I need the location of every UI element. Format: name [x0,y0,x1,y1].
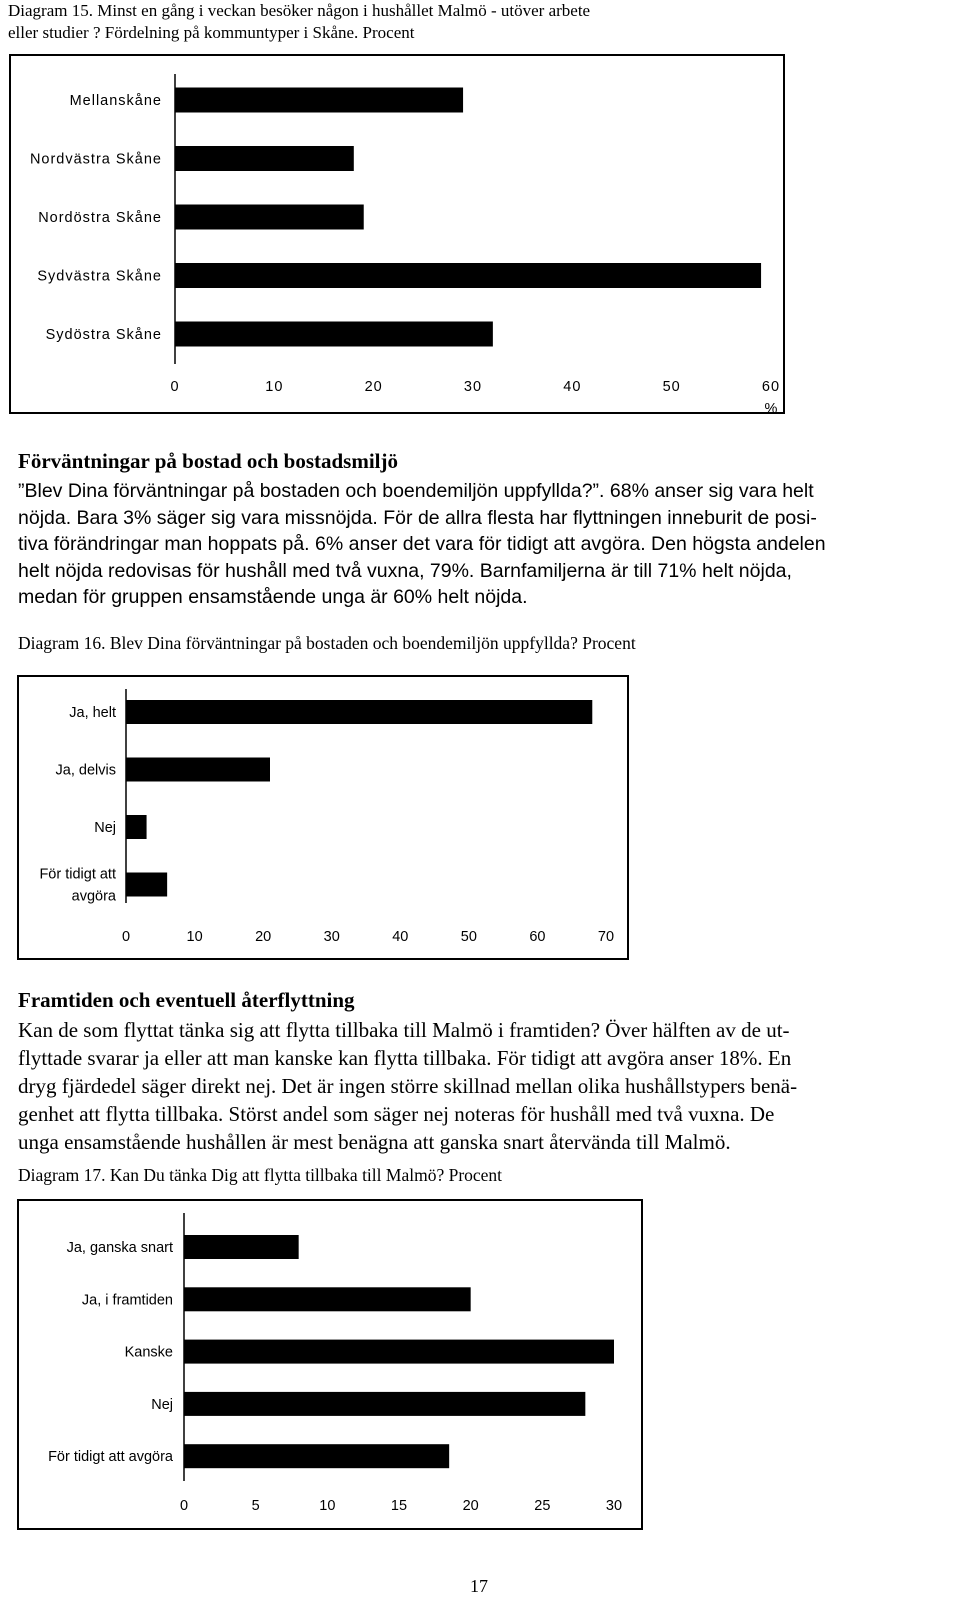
section1-line: helt nöjda redovisas för hushåll med två vuxna, 79%. Barnfamiljerna är till 71% helt nöjda, [18,559,792,582]
d16-category-label: För tidigt att [39,866,116,883]
d16-tick-label: 70 [597,929,615,945]
d17-bar [184,1235,299,1259]
d16-tick-label: 0 [121,929,131,945]
section1-heading: Förväntningar på bostad och bostadsmiljö [18,449,399,473]
d17-tick-label: 15 [390,1498,408,1514]
d15-category-label: Mellanskåne [69,93,162,109]
d16-tick-label: 20 [255,929,272,945]
d15-category-label: Sydvästra Skåne [37,268,162,285]
diagram15-chart [9,54,785,417]
d17-category-label: Nej [151,1396,173,1413]
d17-tick-label: 25 [534,1498,551,1514]
d17-category-label: Ja, i framtiden [81,1292,173,1309]
section1-body [18,478,826,611]
d17-bar [184,1287,471,1311]
d17-category-label: För tidigt att avgöra [48,1449,173,1466]
diagram15-caption-line2: eller studier ? Fördelning på kommuntyper i Skåne. Procent [8,23,415,42]
d16-bar [126,873,167,897]
section2-line: dryg fjärdedel säger direkt nej. Det är ingen större skillnad mellan olika hushållstypers benä- [18,1074,798,1098]
d15-bar [175,88,463,113]
diagram17-caption: Diagram 17. Kan Du tänka Dig att flytta tillbaka till Malmö? Procent [18,1165,503,1185]
d16-bar [126,815,147,839]
d15-bar [175,322,493,347]
d16-bar [126,700,592,724]
section2-line: flyttade svarar ja eller att man kanske kan flytta tillbaka. För tidigt att avgöra anser 18%. En [18,1046,792,1070]
section2-heading: Framtiden och eventuell återflyttning [18,988,355,1012]
d15-tick-label: 10 [265,379,284,395]
d15-bar [175,146,354,171]
d15-bar [175,263,761,288]
d16-category-label: Ja, helt [69,705,116,721]
section1-line: medan för gruppen ensamstående unga är 60% helt nöjda. [18,586,528,608]
section2-line: genhet att flytta tillbaka. Störst andel som säger nej noteras för hushåll med två vuxna. De [18,1102,775,1126]
d15-bar [175,205,364,230]
d15-tick-label: 50 [662,379,681,395]
d17-category-label: Ja, ganska snart [66,1240,173,1256]
d15-tick-label: 60 [761,379,781,395]
section2-line: Kan de som flyttat tänka sig att flytta tillbaka till Malmö i framtiden? Över hälften av de ut- [18,1018,790,1042]
d17-bar [184,1444,449,1468]
d15-tick-label: 20 [364,379,383,395]
page-number: 17 [470,1576,488,1596]
d15-unit-label: % [764,401,778,417]
d17-category-label: Kanske [124,1344,173,1361]
diagram17-chart [17,1199,643,1530]
diagram17-chart-svg [19,1201,641,1528]
d15-category-label: Nordöstra Skåne [38,210,162,226]
section1-line: ”Blev Dina förväntningar på bostaden och boendemiljön uppfyllda?”. 68% anser sig vara helt [18,480,814,502]
d16-tick-label: 60 [529,929,546,945]
d16-tick-label: 50 [460,929,477,945]
d15-tick-label: 0 [170,379,180,395]
d16-category-label: Nej [94,820,116,836]
section2-line: unga ensamstående hushållen är mest benägna att ganska snart återvända till Malmö. [18,1130,731,1154]
d17-bar [184,1340,614,1364]
diagram16-chart-svg [19,677,627,958]
d17-tick-label: 0 [179,1498,189,1514]
d15-tick-label: 30 [463,379,483,395]
d17-tick-label: 30 [605,1498,623,1514]
diagram16-chart [17,675,629,960]
diagram15-chart-svg [11,56,783,417]
d16-tick-label: 40 [392,929,409,945]
d16-category-label: Ja, delvis [55,762,116,779]
d15-category-label: Sydöstra Skåne [45,327,162,343]
diagram15-caption-line1: Diagram 15. Minst en gång i veckan besöker någon i hushållet Malmö - utöver arbete [8,1,591,20]
d16-bar [126,758,270,782]
d16-tick-label: 10 [186,929,203,945]
d16-tick-label: 30 [323,929,340,945]
d17-tick-label: 10 [319,1498,336,1514]
d17-tick-label: 5 [251,1498,260,1514]
d15-tick-label: 40 [563,379,582,395]
d16-category-label: avgöra [71,888,116,905]
d17-tick-label: 20 [462,1498,479,1514]
diagram16-caption: Diagram 16. Blev Dina förväntningar på bostaden och boendemiljön uppfyllda? Procent [18,633,636,653]
section1-line: nöjda. Bara 3% säger sig vara missnöjda. För de allra flesta har flyttningen inneburit de posi- [18,506,817,529]
diagram15-caption [8,0,590,44]
section2-body [18,1016,797,1156]
d17-bar [184,1392,585,1416]
d15-category-label: Nordvästra Skåne [29,151,162,168]
section1-line: tiva förändringar man hoppats på. 6% anser det vara för tidigt att avgöra. Den högsta andelen [18,533,826,555]
